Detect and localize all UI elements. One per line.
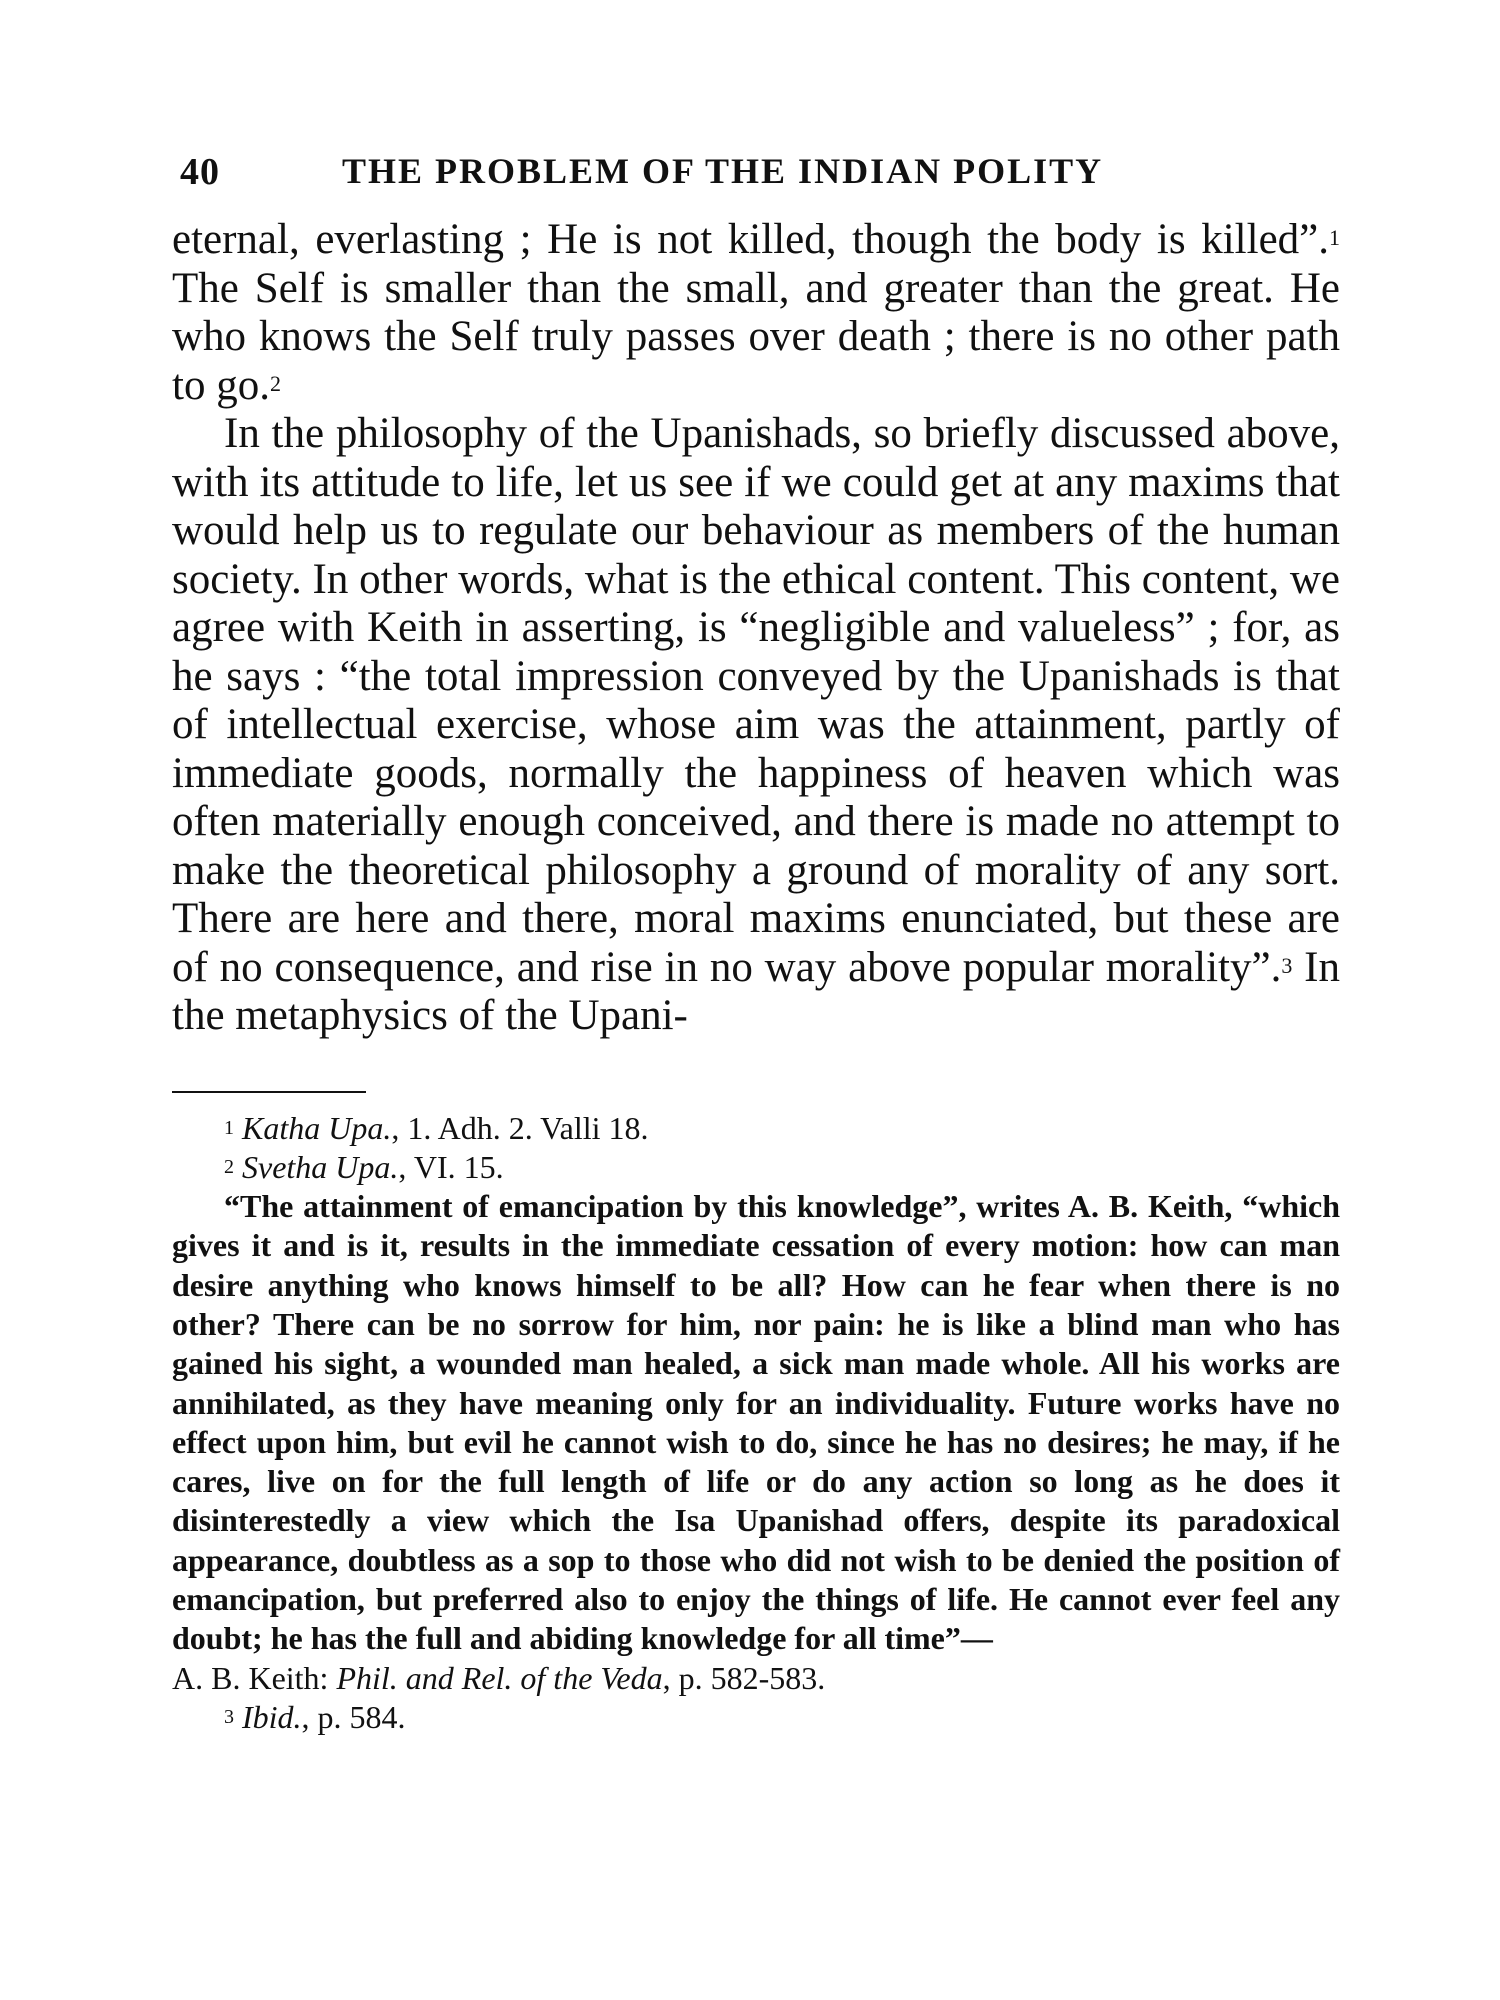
footnote-rule	[172, 1091, 366, 1093]
main-text	[172, 216, 1340, 1041]
footnote-2	[172, 1148, 1340, 1187]
footnote-3-marker: 3	[224, 1705, 234, 1728]
paragraph-1	[172, 216, 1340, 410]
footnote-2-marker: 2	[224, 1155, 234, 1178]
running-title: THE PROBLEM OF THE INDIAN POLITY	[342, 151, 1104, 191]
paragraph-2-text-b: In the metaphysics of the Upani-	[172, 943, 1340, 1039]
footnote-1-marker: 1	[224, 1116, 234, 1139]
footnote-keith-quote-text: “The attainment of emancipation by this knowledge”, writes A. B. Keith, “which gives it and is it, results in the immediate cessation of every motion: how can man desire anything who knows himself to be all? How can he fear when there is no other? There can be no sorrow for him, nor pain: he is like a blind man who has gained his sight, a wounded man healed, a sick man made whole. All his works are annihilated, as they have meaning only for an individuality. Future works have no effect upon him, but evil he cannot wish to do, since he has no desires; he may, if he cares, live on for the full length of life or do any action so long as he does it disinterestedly a view which the Isa Upanishad offers, despite its paradoxical appearance, doubtless as a sop to those who did not wish to be denied the position of emancipation, but preferred also to enjoy the things of life. He cannot ever feel any doubt; he has the full and abiding knowledge for all time”—	[172, 1188, 1340, 1657]
footnote-3	[172, 1698, 1340, 1737]
footnote-keith-quote	[172, 1187, 1340, 1698]
footnote-3-source: Ibid.	[242, 1698, 302, 1735]
footnote-1-location: , 1. Adh. 2. Valli 18.	[391, 1109, 649, 1146]
footnote-2-location: , VI. 15.	[398, 1148, 504, 1185]
page-number: 40	[180, 151, 220, 193]
footnote-keith-author: A. B. Keith:	[172, 1659, 337, 1696]
footnote-3-location: , p. 584.	[301, 1698, 406, 1735]
footnotes	[172, 1109, 1340, 1738]
paragraph-1-text-b: The Self is smaller than the small, and greater than the great. He who knows the Self truly passes over death ; there is no other path to go.	[172, 264, 1340, 409]
footnote-ref-3: 3	[1281, 952, 1293, 978]
running-head	[172, 150, 1340, 198]
paragraph-2-text-a: In the philosophy of the Upanishads, so briefly discussed above, with its attitude to life, let us see if we could get at any maxims that would help us to regulate our behaviour as members of the human society. In other words, what is the ethical content. This content, we agree with Keith in asserting, is “negligible and valueless” ; for, as he says : “the total impression conveyed by the Upanishads is that of intellectual exercise, whose aim was the attainment, partly of immediate goods, normally the happiness of heaven which was often materially enough conceived, and there is made no attempt to make the theoretical philosophy a ground of morality of any sort. There are here and there, moral maxims enunciated, but these are of no consequence, and rise in no way above popular morality”.	[172, 410, 1340, 991]
paragraph-1-text-a: eternal, everlasting ; He is not killed, though the body is killed”.	[172, 216, 1329, 263]
footnote-1	[172, 1109, 1340, 1148]
footnote-ref-2: 2	[269, 370, 281, 396]
footnote-1-source: Katha Upa.	[242, 1109, 392, 1146]
footnote-keith-title: Phil. and Rel. of the Veda	[336, 1659, 663, 1696]
footnote-keith-pages: , p. 582-583.	[662, 1659, 826, 1696]
footnote-keith-reference	[172, 1659, 1340, 1698]
book-page	[172, 150, 1340, 1737]
footnote-2-source: Svetha Upa.	[242, 1148, 399, 1185]
paragraph-2	[172, 410, 1340, 1041]
footnote-ref-1: 1	[1329, 225, 1340, 250]
